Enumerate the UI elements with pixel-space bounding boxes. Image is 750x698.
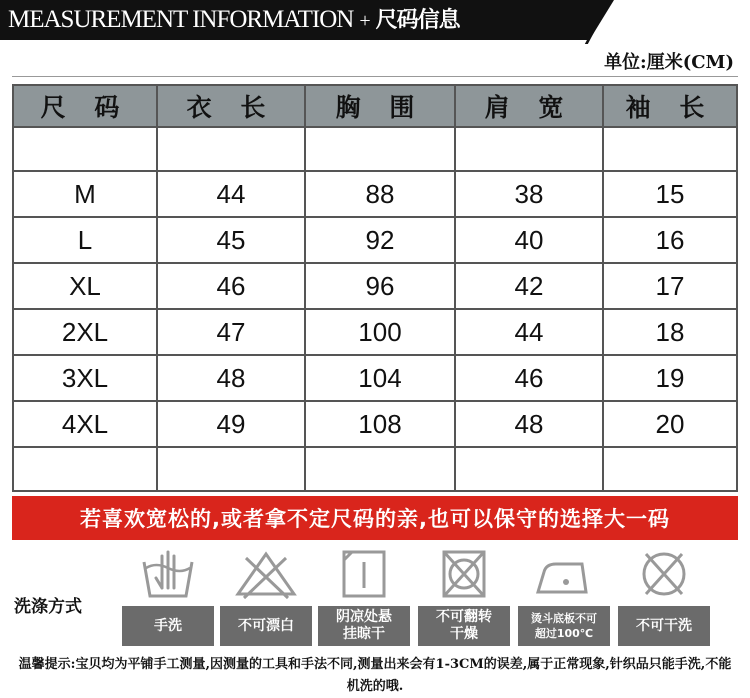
measurement-cell: 48 (456, 402, 604, 448)
measurement-cell: 108 (306, 402, 456, 448)
table-row (14, 172, 736, 218)
measurement-cell: 47 (158, 310, 306, 356)
care-label: 阴凉处悬 挂晾干 (318, 606, 410, 646)
hang-dry-shade-icon (330, 548, 398, 600)
header (0, 0, 750, 48)
care-item (418, 548, 510, 648)
table-row (14, 310, 736, 356)
table-row (14, 402, 736, 448)
measurement-cell: 15 (604, 172, 736, 218)
measurement-cell: 42 (456, 264, 604, 310)
measurement-cell: 48 (158, 356, 306, 402)
measurement-cell: 18 (604, 310, 736, 356)
size-cell: 3XL (14, 356, 158, 402)
iron-low-temp-icon (530, 548, 598, 600)
header-separator: + (359, 10, 370, 32)
no-tumble-dry-icon (430, 548, 498, 600)
size-cell (14, 448, 158, 490)
column-header: 胸 围 (306, 86, 456, 128)
care-label: 手洗 (122, 606, 214, 646)
table-row (14, 356, 736, 402)
header-title-en: MEASUREMENT INFORMATION (8, 6, 354, 33)
measurement-cell: 17 (604, 264, 736, 310)
measurement-cell: 44 (158, 172, 306, 218)
measurement-cell: 88 (306, 172, 456, 218)
measurement-cell: 46 (158, 264, 306, 310)
size-cell: M (14, 172, 158, 218)
care-item (220, 548, 312, 648)
measurement-cell: 46 (456, 356, 604, 402)
size-table (12, 84, 738, 492)
care-item (318, 548, 410, 648)
care-label: 不可漂白 (220, 606, 312, 646)
measurement-cell (604, 128, 736, 172)
care-label: 不可翻转 干燥 (418, 606, 510, 646)
column-header: 尺 码 (14, 86, 158, 128)
care-label: 烫斗底板不可 超过100℃ (518, 606, 610, 646)
measurement-cell (604, 448, 736, 490)
measurement-cell (456, 448, 604, 490)
measurement-cell (158, 128, 306, 172)
measurement-cell: 104 (306, 356, 456, 402)
measurement-cell: 96 (306, 264, 456, 310)
measurement-cell: 45 (158, 218, 306, 264)
size-cell: L (14, 218, 158, 264)
table-row (14, 128, 736, 172)
measurement-cell (158, 448, 306, 490)
unit-label: 单位:厘米(CM) (604, 52, 734, 73)
column-header: 肩 宽 (456, 86, 604, 128)
no-dry-clean-icon (630, 548, 698, 600)
column-header: 衣 长 (158, 86, 306, 128)
measurement-cell: 20 (604, 402, 736, 448)
measurement-cell: 49 (158, 402, 306, 448)
size-cell: XL (14, 264, 158, 310)
table-row (14, 264, 736, 310)
no-bleach-icon (232, 548, 300, 600)
table-row (14, 218, 736, 264)
measurement-cell: 38 (456, 172, 604, 218)
care-item (618, 548, 710, 648)
column-header: 袖 长 (604, 86, 736, 128)
measurement-cell: 92 (306, 218, 456, 264)
care-label: 不可干洗 (618, 606, 710, 646)
hand-wash-icon (134, 548, 202, 600)
size-cell: 4XL (14, 402, 158, 448)
measurement-cell (306, 128, 456, 172)
header-title (8, 5, 460, 35)
size-advice-banner: 若喜欢宽松的,或者拿不定尺码的亲,也可以保守的选择大一码 (12, 496, 738, 540)
measurement-cell: 16 (604, 218, 736, 264)
care-item (518, 548, 610, 648)
measurement-cell: 19 (604, 356, 736, 402)
warm-tip: 温馨提示:宝贝均为平铺手工测量,因测量的工具和手法不同,测量出来会有1-3CM的误差,属于正常现象,针织品只能手洗,不能机洗的哦. (18, 657, 732, 694)
table-row (14, 448, 736, 490)
header-title-cn: 尺码信息 (375, 8, 460, 33)
measurement-cell: 40 (456, 218, 604, 264)
measurement-cell (456, 128, 604, 172)
size-cell (14, 128, 158, 172)
care-item (122, 548, 214, 648)
size-cell: 2XL (14, 310, 158, 356)
table-header-row (14, 86, 736, 128)
washing-label: 洗涤方式 (14, 597, 82, 617)
divider (12, 76, 738, 77)
measurement-cell: 100 (306, 310, 456, 356)
measurement-cell: 44 (456, 310, 604, 356)
measurement-cell (306, 448, 456, 490)
